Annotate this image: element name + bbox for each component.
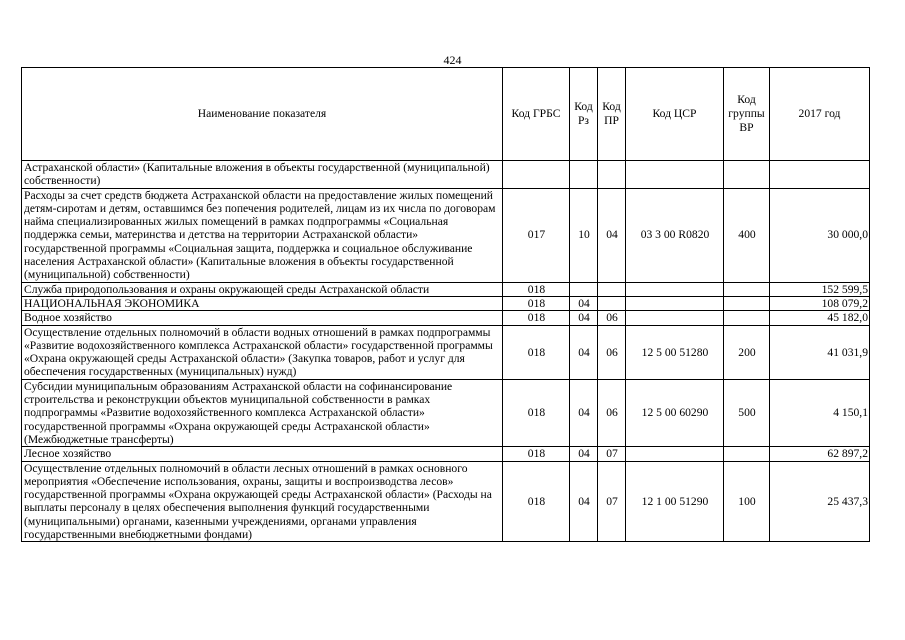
row-grbs (503, 161, 570, 189)
row-pr: 04 (598, 188, 626, 282)
row-rz (570, 161, 598, 189)
row-csr (626, 161, 724, 189)
row-grbs: 018 (503, 379, 570, 446)
row-grbs: 018 (503, 311, 570, 325)
table-row (22, 282, 870, 296)
row-vr (724, 447, 770, 461)
row-pr: 07 (598, 447, 626, 461)
table-row (22, 296, 870, 310)
table-row (22, 379, 870, 446)
header-name: Наименование показателя (22, 68, 503, 161)
row-rz (570, 282, 598, 296)
row-name: Астраханской области» (Капитальные вложения в объекты государственной (муниципальной) собственности) (22, 161, 503, 189)
row-vr (724, 296, 770, 310)
row-rz: 04 (570, 461, 598, 542)
header-grbs: Код ГРБС (503, 68, 570, 161)
row-csr (626, 282, 724, 296)
row-name: Служба природопользования и охраны окружающей среды Астраханской области (22, 282, 503, 296)
row-grbs: 018 (503, 296, 570, 310)
row-grbs: 017 (503, 188, 570, 282)
row-csr: 03 3 00 R0820 (626, 188, 724, 282)
table-row (22, 311, 870, 325)
header-csr: Код ЦСР (626, 68, 724, 161)
header-year: 2017 год (770, 68, 870, 161)
row-grbs: 018 (503, 282, 570, 296)
row-name: Расходы за счет средств бюджета Астраханской области на предоставление жилых помещений детям-сиротам и детям, оставшимся без попечения родителей, лицам из их числа по договорам найма специализированных жилых помещений в рамках подпрограммы «Социальная поддержка семьи, материнства и детства на территории Астраханской области» государственной программы «Социальная защита, поддержка и социальное обслуживание населения Астраханской области» (Капитальные вложения в объекты государственной (муниципальной) собственности) (22, 188, 503, 282)
header-vr: Код группы ВР (724, 68, 770, 161)
row-name: Водное хозяйство (22, 311, 503, 325)
row-rz: 04 (570, 296, 598, 310)
row-amount: 4 150,1 (770, 379, 870, 446)
row-rz: 04 (570, 325, 598, 379)
row-grbs: 018 (503, 461, 570, 542)
row-name: Осуществление отдельных полномочий в области водных отношений в рамках подпрограммы «Развитие водохозяйственного комплекса Астраханской области» государственной программы «Охрана окружающей среды Астраханской области» (Закупка товаров, работ и услуг для обеспечения государственных (муниципальных) нужд) (22, 325, 503, 379)
header-rz: Код Рз (570, 68, 598, 161)
row-pr: 07 (598, 461, 626, 542)
row-grbs: 018 (503, 447, 570, 461)
row-name: Лесное хозяйство (22, 447, 503, 461)
row-name: НАЦИОНАЛЬНАЯ ЭКОНОМИКА (22, 296, 503, 310)
row-amount: 152 599,5 (770, 282, 870, 296)
row-amount (770, 161, 870, 189)
row-csr (626, 296, 724, 310)
table-row (22, 325, 870, 379)
row-grbs: 018 (503, 325, 570, 379)
row-amount: 25 437,3 (770, 461, 870, 542)
row-rz: 04 (570, 379, 598, 446)
row-amount: 30 000,0 (770, 188, 870, 282)
row-amount: 62 897,2 (770, 447, 870, 461)
row-vr: 100 (724, 461, 770, 542)
table-header-row (22, 68, 870, 161)
row-rz: 04 (570, 311, 598, 325)
row-pr (598, 282, 626, 296)
row-csr: 12 5 00 60290 (626, 379, 724, 446)
row-vr: 200 (724, 325, 770, 379)
row-vr (724, 311, 770, 325)
table-row (22, 161, 870, 189)
row-csr: 12 1 00 51290 (626, 461, 724, 542)
header-pr: Код ПР (598, 68, 626, 161)
row-csr (626, 447, 724, 461)
row-name: Осуществление отдельных полномочий в области лесных отношений в рамках основного мероприятия «Обеспечение использования, охраны, защиты и воспроизводства лесов» государственной программы «Охрана окружающей среды Астраханской области» (Расходы на выплаты персоналу в целях обеспечения выполнения функций государственными (муниципальными) органами, казенными учреждениями, органами управления государственными внебюджетными фондами) (22, 461, 503, 542)
row-vr: 400 (724, 188, 770, 282)
row-amount: 45 182,0 (770, 311, 870, 325)
row-vr (724, 161, 770, 189)
row-pr (598, 296, 626, 310)
row-pr: 06 (598, 379, 626, 446)
row-csr: 12 5 00 51280 (626, 325, 724, 379)
row-amount: 41 031,9 (770, 325, 870, 379)
table-row (22, 461, 870, 542)
row-amount: 108 079,2 (770, 296, 870, 310)
row-rz: 04 (570, 447, 598, 461)
row-pr: 06 (598, 325, 626, 379)
row-name: Субсидии муниципальным образованиям Астраханской области на софинансирование строительства и реконструкции объектов муниципальной собственности в рамках подпрограммы «Развитие водохозяйственного комплекса Астраханской области» государственной программы «Охрана окружающей среды Астраханской области» (Межбюджетные трансферты) (22, 379, 503, 446)
row-pr (598, 161, 626, 189)
row-vr: 500 (724, 379, 770, 446)
row-rz: 10 (570, 188, 598, 282)
page-number: 424 (443, 53, 462, 67)
row-vr (724, 282, 770, 296)
table-row (22, 188, 870, 282)
row-csr (626, 311, 724, 325)
table-row (22, 447, 870, 461)
budget-table (21, 67, 870, 542)
row-pr: 06 (598, 311, 626, 325)
